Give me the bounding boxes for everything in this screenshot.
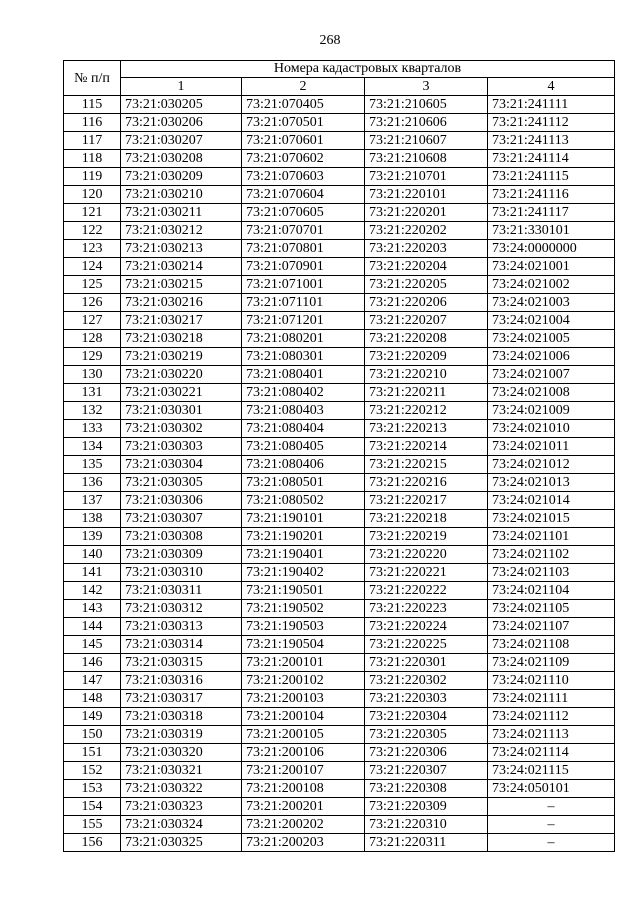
table-row	[64, 168, 615, 186]
cadastral-number-cell: 73:21:220224	[365, 618, 488, 636]
column-number-header: 3	[365, 78, 488, 96]
cadastral-number-cell: 73:21:220301	[365, 654, 488, 672]
table-row	[64, 564, 615, 582]
cadastral-number-cell: 73:21:070701	[242, 222, 365, 240]
cadastral-number-cell: 73:21:220218	[365, 510, 488, 528]
cadastral-number-cell: 73:21:241117	[488, 204, 615, 222]
cadastral-number-cell: 73:21:220311	[365, 834, 488, 852]
cadastral-number-cell: 73:21:030309	[121, 546, 242, 564]
cadastral-number-cell: 73:24:021006	[488, 348, 615, 366]
row-number-cell: 152	[64, 762, 121, 780]
cadastral-number-cell: 73:24:021010	[488, 420, 615, 438]
row-number-cell: 149	[64, 708, 121, 726]
cadastral-number-cell: 73:21:071201	[242, 312, 365, 330]
cadastral-number-cell: 73:21:030210	[121, 186, 242, 204]
table-row	[64, 816, 615, 834]
row-number-cell: 118	[64, 150, 121, 168]
cadastral-number-cell: 73:21:200106	[242, 744, 365, 762]
row-number-cell: 138	[64, 510, 121, 528]
row-number-cell: 128	[64, 330, 121, 348]
row-number-cell: 153	[64, 780, 121, 798]
cadastral-number-cell: 73:21:241114	[488, 150, 615, 168]
cadastral-number-cell: 73:24:021011	[488, 438, 615, 456]
cadastral-number-cell: 73:21:210607	[365, 132, 488, 150]
cadastral-number-cell: 73:21:220305	[365, 726, 488, 744]
cadastral-number-cell: 73:21:220202	[365, 222, 488, 240]
row-number-cell: 140	[64, 546, 121, 564]
row-number-cell: 155	[64, 816, 121, 834]
table-row	[64, 708, 615, 726]
row-number-cell: 150	[64, 726, 121, 744]
row-number-cell: 127	[64, 312, 121, 330]
table-row	[64, 204, 615, 222]
cadastral-number-cell: 73:21:080406	[242, 456, 365, 474]
cadastral-number-cell: 73:21:220205	[365, 276, 488, 294]
row-number-cell: 141	[64, 564, 121, 582]
cadastral-number-cell: 73:21:030213	[121, 240, 242, 258]
row-number-cell: 146	[64, 654, 121, 672]
cadastral-number-cell: 73:21:220211	[365, 384, 488, 402]
cadastral-number-cell: 73:21:030320	[121, 744, 242, 762]
cadastral-number-cell: 73:21:241113	[488, 132, 615, 150]
cadastral-number-cell: 73:21:030215	[121, 276, 242, 294]
cadastral-number-cell: 73:21:030211	[121, 204, 242, 222]
cadastral-number-cell: 73:24:021008	[488, 384, 615, 402]
table-row	[64, 618, 615, 636]
cadastral-number-cell: 73:21:220213	[365, 420, 488, 438]
cadastral-number-cell: 73:21:220306	[365, 744, 488, 762]
cadastral-number-cell: 73:21:220212	[365, 402, 488, 420]
cadastral-number-cell: 73:21:030310	[121, 564, 242, 582]
cadastral-number-cell: 73:24:021009	[488, 402, 615, 420]
table-row	[64, 690, 615, 708]
row-number-cell: 125	[64, 276, 121, 294]
cadastral-number-cell: 73:21:210701	[365, 168, 488, 186]
cadastral-number-cell: 73:21:220220	[365, 546, 488, 564]
row-number-cell: 121	[64, 204, 121, 222]
cadastral-number-cell: 73:21:200107	[242, 762, 365, 780]
cadastral-number-cell: 73:21:030305	[121, 474, 242, 492]
cadastral-number-cell: 73:24:021115	[488, 762, 615, 780]
cadastral-number-cell: 73:24:021005	[488, 330, 615, 348]
cadastral-number-cell: 73:21:200202	[242, 816, 365, 834]
cadastral-number-cell: 73:24:021102	[488, 546, 615, 564]
cadastral-number-cell: 73:21:200102	[242, 672, 365, 690]
table-row	[64, 798, 615, 816]
table-row	[64, 240, 615, 258]
cadastral-number-cell: 73:21:241112	[488, 114, 615, 132]
cadastral-number-cell: 73:24:021105	[488, 600, 615, 618]
table-row	[64, 222, 615, 240]
cadastral-number-cell: 73:21:080502	[242, 492, 365, 510]
cadastral-number-cell: 73:21:030306	[121, 492, 242, 510]
cadastral-number-cell: 73:24:021013	[488, 474, 615, 492]
cadastral-number-cell: 73:24:021015	[488, 510, 615, 528]
cadastral-number-cell: 73:21:030209	[121, 168, 242, 186]
cadastral-number-cell: 73:21:070605	[242, 204, 365, 222]
cadastral-number-cell: 73:21:030206	[121, 114, 242, 132]
cadastral-number-cell: 73:21:070604	[242, 186, 365, 204]
cadastral-number-cell: 73:21:220308	[365, 780, 488, 798]
cadastral-number-cell: 73:21:030217	[121, 312, 242, 330]
cadastral-number-cell: 73:21:030319	[121, 726, 242, 744]
cadastral-number-cell: 73:21:080403	[242, 402, 365, 420]
cadastral-number-cell: 73:21:220302	[365, 672, 488, 690]
cadastral-number-cell: 73:24:021109	[488, 654, 615, 672]
table-row	[64, 132, 615, 150]
cadastral-number-cell: 73:21:220206	[365, 294, 488, 312]
row-number-cell: 120	[64, 186, 121, 204]
cadastral-number-cell: 73:24:021014	[488, 492, 615, 510]
cadastral-number-cell: 73:21:190402	[242, 564, 365, 582]
table-row	[64, 780, 615, 798]
table-row	[64, 312, 615, 330]
table-row	[64, 420, 615, 438]
table-row	[64, 510, 615, 528]
cadastral-number-cell: 73:21:220215	[365, 456, 488, 474]
row-number-cell: 151	[64, 744, 121, 762]
cadastral-number-cell: 73:21:080201	[242, 330, 365, 348]
row-number-cell: 133	[64, 420, 121, 438]
cadastral-number-cell: 73:21:071101	[242, 294, 365, 312]
cadastral-number-cell: 73:21:200201	[242, 798, 365, 816]
cadastral-number-cell: 73:21:030205	[121, 96, 242, 114]
cadastral-number-cell: 73:24:021004	[488, 312, 615, 330]
table-row	[64, 528, 615, 546]
cadastral-number-cell: 73:21:200203	[242, 834, 365, 852]
cadastral-number-cell: 73:21:220203	[365, 240, 488, 258]
cadastral-number-cell: 73:24:021112	[488, 708, 615, 726]
cadastral-number-cell: 73:24:021107	[488, 618, 615, 636]
cadastral-number-cell: 73:21:220307	[365, 762, 488, 780]
row-number-cell: 116	[64, 114, 121, 132]
cadastral-number-cell: 73:24:021101	[488, 528, 615, 546]
cadastral-number-cell: 73:24:021113	[488, 726, 615, 744]
cadastral-number-cell: 73:21:210605	[365, 96, 488, 114]
cadastral-number-cell: 73:21:030216	[121, 294, 242, 312]
cadastral-number-cell: 73:21:220225	[365, 636, 488, 654]
cadastral-numbers-header: Номера кадастровых кварталов	[121, 61, 615, 78]
cadastral-number-cell: 73:21:030212	[121, 222, 242, 240]
cadastral-number-cell: 73:21:030314	[121, 636, 242, 654]
row-number-cell: 134	[64, 438, 121, 456]
cadastral-number-cell: 73:21:220101	[365, 186, 488, 204]
cadastral-number-cell: 73:21:080401	[242, 366, 365, 384]
row-number-cell: 156	[64, 834, 121, 852]
cadastral-number-cell: 73:21:030214	[121, 258, 242, 276]
table-row	[64, 672, 615, 690]
table-row	[64, 636, 615, 654]
cadastral-number-cell: 73:21:220217	[365, 492, 488, 510]
cadastral-number-cell: 73:21:190101	[242, 510, 365, 528]
cadastral-number-cell: 73:21:070603	[242, 168, 365, 186]
cadastral-number-cell: 73:21:241116	[488, 186, 615, 204]
cadastral-number-cell: 73:21:030307	[121, 510, 242, 528]
row-number-cell: 148	[64, 690, 121, 708]
cadastral-quarters-table	[63, 60, 615, 852]
cadastral-number-cell: 73:21:241111	[488, 96, 615, 114]
cadastral-number-cell: 73:21:030208	[121, 150, 242, 168]
cadastral-number-cell: 73:21:220304	[365, 708, 488, 726]
row-number-cell: 119	[64, 168, 121, 186]
cadastral-number-cell: 73:21:330101	[488, 222, 615, 240]
cadastral-number-cell: 73:24:021002	[488, 276, 615, 294]
cadastral-number-cell: 73:24:021012	[488, 456, 615, 474]
table-row	[64, 438, 615, 456]
cadastral-number-cell: 73:21:030316	[121, 672, 242, 690]
cadastral-number-cell: 73:21:030321	[121, 762, 242, 780]
cadastral-number-cell: 73:21:080301	[242, 348, 365, 366]
table-row	[64, 330, 615, 348]
cadastral-number-cell: 73:21:220216	[365, 474, 488, 492]
table-row	[64, 258, 615, 276]
cadastral-number-cell: 73:21:190503	[242, 618, 365, 636]
cadastral-number-cell: 73:21:030315	[121, 654, 242, 672]
cadastral-number-cell: 73:21:200103	[242, 690, 365, 708]
table-row	[64, 600, 615, 618]
cadastral-number-cell: 73:24:021104	[488, 582, 615, 600]
row-number-cell: 126	[64, 294, 121, 312]
row-number-cell: 147	[64, 672, 121, 690]
cadastral-number-cell: 73:21:030312	[121, 600, 242, 618]
cadastral-number-cell: 73:21:030221	[121, 384, 242, 402]
cadastral-number-cell: 73:21:200105	[242, 726, 365, 744]
row-number-cell: 145	[64, 636, 121, 654]
table-row	[64, 474, 615, 492]
cadastral-number-cell: 73:21:030311	[121, 582, 242, 600]
cadastral-number-cell: 73:24:021103	[488, 564, 615, 582]
cadastral-number-cell: 73:21:220214	[365, 438, 488, 456]
row-number-cell: 132	[64, 402, 121, 420]
table-row	[64, 384, 615, 402]
cadastral-number-cell: 73:21:030219	[121, 348, 242, 366]
cadastral-number-cell: 73:24:021003	[488, 294, 615, 312]
cadastral-number-cell: 73:21:220303	[365, 690, 488, 708]
cadastral-number-cell: 73:21:190501	[242, 582, 365, 600]
cadastral-number-cell: 73:21:070601	[242, 132, 365, 150]
table-row	[64, 114, 615, 132]
row-number-cell: 142	[64, 582, 121, 600]
cadastral-number-cell: 73:21:220222	[365, 582, 488, 600]
cadastral-number-cell: 73:21:070901	[242, 258, 365, 276]
cadastral-number-cell: 73:21:030308	[121, 528, 242, 546]
row-number-cell: 115	[64, 96, 121, 114]
table-row	[64, 96, 615, 114]
row-number-cell: 135	[64, 456, 121, 474]
table-row	[64, 546, 615, 564]
cadastral-number-cell: 73:24:021111	[488, 690, 615, 708]
cadastral-number-cell: 73:21:030318	[121, 708, 242, 726]
column-number-header: 1	[121, 78, 242, 96]
cadastral-number-cell: 73:24:021114	[488, 744, 615, 762]
cadastral-number-cell: 73:21:190201	[242, 528, 365, 546]
table-header	[64, 61, 615, 96]
cadastral-number-cell: 73:21:030325	[121, 834, 242, 852]
cadastral-number-cell: 73:21:030313	[121, 618, 242, 636]
cadastral-number-cell: 73:21:030324	[121, 816, 242, 834]
row-number-cell: 130	[64, 366, 121, 384]
cadastral-number-cell: 73:21:030302	[121, 420, 242, 438]
table-row	[64, 348, 615, 366]
cadastral-number-cell: –	[488, 816, 615, 834]
cadastral-number-cell: 73:21:030322	[121, 780, 242, 798]
cadastral-number-cell: 73:24:050101	[488, 780, 615, 798]
cadastral-number-cell: 73:21:190502	[242, 600, 365, 618]
cadastral-number-cell: 73:24:021110	[488, 672, 615, 690]
cadastral-number-cell: 73:21:220208	[365, 330, 488, 348]
cadastral-number-cell: –	[488, 834, 615, 852]
row-number-cell: 123	[64, 240, 121, 258]
row-number-cell: 122	[64, 222, 121, 240]
cadastral-number-cell: 73:21:220221	[365, 564, 488, 582]
row-number-cell: 137	[64, 492, 121, 510]
table-row	[64, 276, 615, 294]
row-number-header: № п/п	[64, 61, 121, 96]
cadastral-number-cell: 73:21:030304	[121, 456, 242, 474]
cadastral-number-cell: 73:21:030317	[121, 690, 242, 708]
row-number-cell: 129	[64, 348, 121, 366]
cadastral-number-cell: 73:21:220309	[365, 798, 488, 816]
table-row	[64, 492, 615, 510]
cadastral-number-cell: 73:21:030218	[121, 330, 242, 348]
table-body	[64, 96, 615, 852]
cadastral-number-cell: 73:21:030220	[121, 366, 242, 384]
table-row	[64, 150, 615, 168]
cadastral-number-cell: 73:21:070801	[242, 240, 365, 258]
cadastral-number-cell: 73:21:190401	[242, 546, 365, 564]
cadastral-number-cell: 73:21:190504	[242, 636, 365, 654]
cadastral-number-cell: 73:24:021001	[488, 258, 615, 276]
cadastral-number-cell: 73:24:021007	[488, 366, 615, 384]
cadastral-number-cell: 73:21:030303	[121, 438, 242, 456]
cadastral-number-cell: 73:21:071001	[242, 276, 365, 294]
table-row	[64, 744, 615, 762]
cadastral-number-cell: 73:21:070602	[242, 150, 365, 168]
page-number: 268	[319, 33, 341, 48]
cadastral-number-cell: 73:24:0000000	[488, 240, 615, 258]
cadastral-number-cell: 73:24:021108	[488, 636, 615, 654]
cadastral-number-cell: 73:21:080405	[242, 438, 365, 456]
cadastral-number-cell: 73:21:220209	[365, 348, 488, 366]
cadastral-number-cell: 73:21:210608	[365, 150, 488, 168]
table-row	[64, 762, 615, 780]
table-row	[64, 654, 615, 672]
row-number-cell: 143	[64, 600, 121, 618]
row-number-cell: 131	[64, 384, 121, 402]
table-row	[64, 726, 615, 744]
column-number-header: 4	[488, 78, 615, 96]
cadastral-number-cell: 73:21:080404	[242, 420, 365, 438]
table-row	[64, 582, 615, 600]
cadastral-number-cell: 73:21:080402	[242, 384, 365, 402]
cadastral-number-cell: 73:21:220210	[365, 366, 488, 384]
cadastral-number-cell: 73:21:200101	[242, 654, 365, 672]
cadastral-number-cell: 73:21:220219	[365, 528, 488, 546]
row-number-cell: 124	[64, 258, 121, 276]
row-number-cell: 117	[64, 132, 121, 150]
cadastral-number-cell: 73:21:210606	[365, 114, 488, 132]
cadastral-number-cell: 73:21:220207	[365, 312, 488, 330]
cadastral-number-cell: 73:21:070501	[242, 114, 365, 132]
row-number-cell: 136	[64, 474, 121, 492]
table-row	[64, 834, 615, 852]
cadastral-number-cell: 73:21:080501	[242, 474, 365, 492]
row-number-cell: 144	[64, 618, 121, 636]
cadastral-number-cell: 73:21:220310	[365, 816, 488, 834]
table-row	[64, 366, 615, 384]
cadastral-number-cell: 73:21:030301	[121, 402, 242, 420]
cadastral-number-cell: 73:21:070405	[242, 96, 365, 114]
cadastral-number-cell: 73:21:220223	[365, 600, 488, 618]
table-row	[64, 456, 615, 474]
cadastral-number-cell: 73:21:030207	[121, 132, 242, 150]
cadastral-number-cell: 73:21:200108	[242, 780, 365, 798]
table-row	[64, 294, 615, 312]
cadastral-number-cell: 73:21:220201	[365, 204, 488, 222]
cadastral-number-cell: 73:21:241115	[488, 168, 615, 186]
cadastral-number-cell: 73:21:030323	[121, 798, 242, 816]
cadastral-number-cell: –	[488, 798, 615, 816]
cadastral-number-cell: 73:21:220204	[365, 258, 488, 276]
column-number-header: 2	[242, 78, 365, 96]
row-number-cell: 154	[64, 798, 121, 816]
row-number-cell: 139	[64, 528, 121, 546]
table-row	[64, 186, 615, 204]
table-row	[64, 402, 615, 420]
cadastral-number-cell: 73:21:200104	[242, 708, 365, 726]
